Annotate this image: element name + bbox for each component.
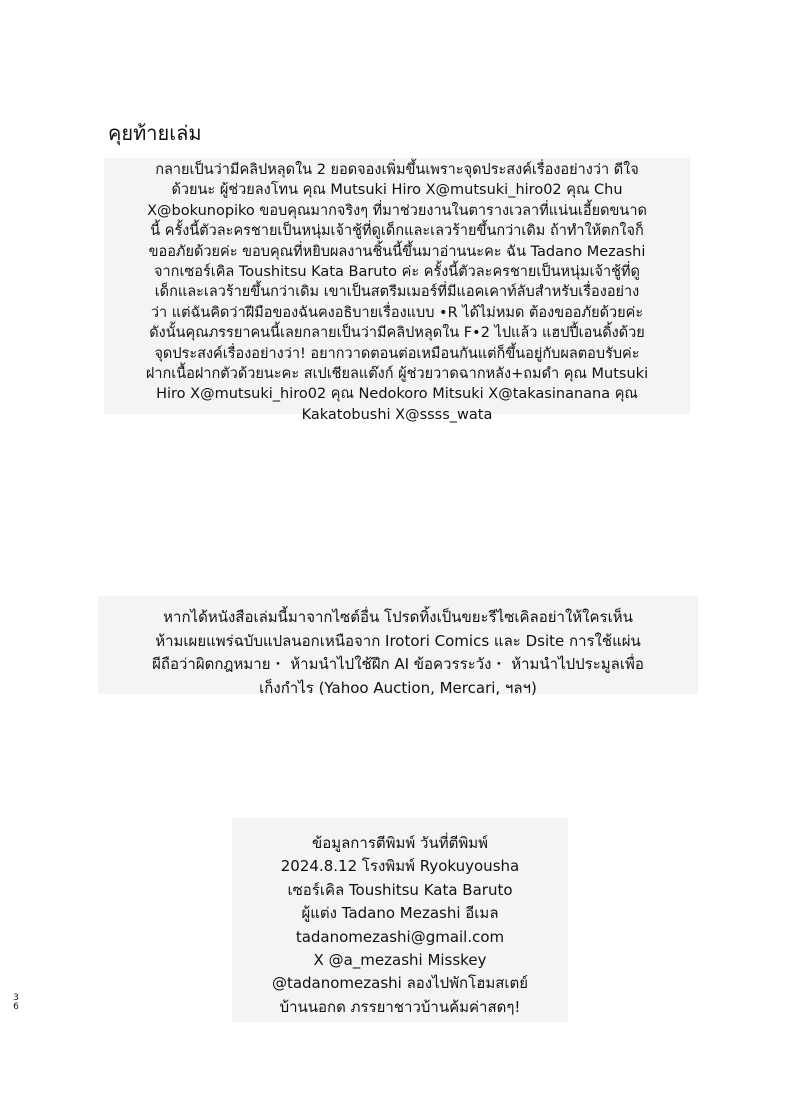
- afterword-line: ว่า แต่ฉันคิดว่าฝีมือของฉันคงอธิบายเรื่องแบบ •R ได้ไม่หมด ต้องขออภัยด้วยค่ะ: [150, 304, 644, 321]
- afterword-text-block: [104, 158, 690, 423]
- afterword-line: กลายเป็นว่ามีคลิปหลุดใน 2 ยอดจองเพิ่มขึ้นเพราะจุดประสงค์เรื่องอย่างว่า ดีใจ: [155, 162, 639, 178]
- afterword-line: นี้ ครั้งนี้ตัวละครชายเป็นหนุ่มเจ้าชู้ที่ดูเด็กและเลวร้ายขึ้นกว่าเดิม ถ้าทำให้ตกใจก็: [150, 223, 644, 240]
- notice-line: เก็งกำไร (Yahoo Auction, Mercari, ฯลฯ): [259, 678, 537, 697]
- afterword-line: X@bokunopiko ขอบคุณมากจริงๆ ที่มาช่วยงานในตารางเวลาที่แน่นเอี้ยดขนาด: [147, 202, 647, 219]
- colophon-line: X @a_mezashi Misskey: [313, 951, 487, 970]
- afterword-line: Hiro X@mutsuki_hiro02 คุณ Nedokoro Mitsuki X@takasinanana คุณ: [156, 386, 638, 403]
- colophon-line: ข้อมูลการตีพิมพ์ วันที่ตีพิมพ์: [311, 834, 489, 852]
- afterword-line: Kakatobushi X@ssss_wata: [301, 406, 493, 423]
- afterword-line: ขออภัยด้วยค่ะ ขอบคุณที่หยิบผลงานชิ้นนี้ขึ้นมาอ่านนะคะ ฉัน Tadano Mezashi: [148, 243, 646, 260]
- notice-line: ผีถือว่าผิดกฎหมาย・ ห้ามนำไปใช้ฝึก AI ข้อควรระวัง・ ห้ามนำไปประมูลเพื่อ: [152, 655, 644, 673]
- colophon-line: เซอร์เคิล Toushitsu Kata Baruto: [287, 880, 513, 899]
- colophon-line: @tadanomezashi ลองไปพักโฮมสเตย์: [271, 974, 529, 993]
- afterword-line: ดังนั้นคุณภรรยาคนนี้เลยกลายเป็นว่ามีคลิปหลุดใน F•2 ไปแล้ว แฮปปี้เอนดิ้งด้วย: [149, 325, 645, 342]
- notice-line: ห้ามเผยแพร่ฉบับแปลนอกเหนือจาก Irotori Comics และ Dsite การใช้แผ่น: [155, 631, 641, 650]
- notice-line: หากได้หนังสือเล่มนี้มาจากไซต์อื่น โปรดทิ้งเป็นขยะรีไซเคิลอย่าให้ใครเห็น: [163, 608, 633, 626]
- copyright-notice-block: [98, 596, 698, 697]
- colophon-email: tadanomezashi@gmail.com: [295, 927, 505, 946]
- afterword-line: เด็กและเลวร้ายขึ้นกว่าเดิม เขาเป็นสตรีมเมอร์ที่มีแอคเคาท์ลับสำหรับเรื่องอย่าง: [154, 284, 640, 301]
- page-number-digit: 6: [13, 1002, 19, 1012]
- afterword-line: ด้วยนะ ผู้ช่วยลงโทน คุณ Mutsuki Hiro X@mutsuki_hiro02 คุณ Chu: [171, 182, 623, 199]
- afterword-line: จากเซอร์เคิล Toushitsu Kata Baruto ค่ะ ครั้งนี้ตัวละครชายเป็นหนุ่มเจ้าชู้ที่ดู: [154, 264, 640, 281]
- colophon-line: 2024.8.12 โรงพิมพ์ Ryokuyousha: [280, 857, 520, 876]
- afterword-line: ฝากเนื้อฝากตัวด้วยนะคะ สเปเชียลแต๊งก์ ผู้ช่วยวาดฉากหลัง+ถมดำ คุณ Mutsuki: [145, 366, 649, 383]
- colophon-line: บ้านนอกด ภรรยาชาวบ้านค้มค่าสดๆ!: [279, 997, 521, 1016]
- page-number: [12, 994, 20, 1012]
- colophon-block: [232, 818, 568, 1022]
- afterword-title: คุยท้ายเล่ม: [108, 121, 202, 145]
- afterword-line: จุดประสงค์เรื่องอย่างว่า! อยากวาดตอนต่อเหมือนกันแต่ก็ขึ้นอยู่กับผลตอบรับค่ะ: [154, 345, 640, 362]
- page-number-digit: 3: [13, 993, 19, 1003]
- colophon-line: ผู้แต่ง Tadano Mezashi อีเมล: [301, 904, 499, 923]
